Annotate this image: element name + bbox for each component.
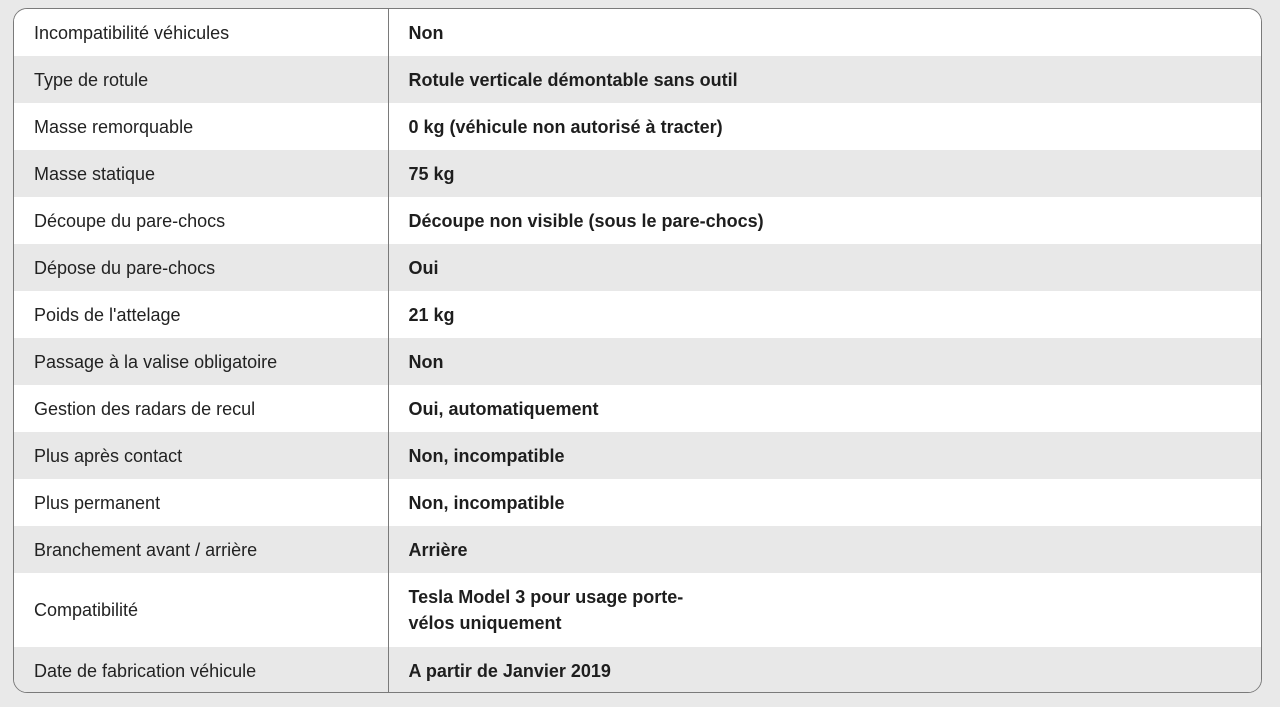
- row-value-text: Tesla Model 3 pour usage porte-vélos uniquement: [408, 587, 684, 633]
- row-value: Non, incompatible: [388, 432, 1261, 479]
- row-label: Poids de l'attelage: [14, 291, 388, 338]
- row-label: Plus après contact: [14, 432, 388, 479]
- table-row: [14, 103, 1261, 150]
- row-value: Arrière: [388, 526, 1261, 573]
- table-row: [14, 573, 1261, 647]
- row-value: Découpe non visible (sous le pare-chocs): [388, 197, 1261, 244]
- table-row: [14, 244, 1261, 291]
- specs-table: [14, 9, 1261, 693]
- table-row: [14, 197, 1261, 244]
- row-label: Type de rotule: [14, 56, 388, 103]
- row-label: Date de fabrication véhicule: [14, 647, 388, 693]
- row-label: Compatibilité: [14, 573, 388, 647]
- row-value: Non, incompatible: [388, 479, 1261, 526]
- table-row: [14, 291, 1261, 338]
- row-label: Masse statique: [14, 150, 388, 197]
- table-row: [14, 432, 1261, 479]
- row-label: Dépose du pare-chocs: [14, 244, 388, 291]
- row-label: Passage à la valise obligatoire: [14, 338, 388, 385]
- row-value: 0 kg (véhicule non autorisé à tracter): [388, 103, 1261, 150]
- table-row: [14, 385, 1261, 432]
- table-row: [14, 150, 1261, 197]
- table-row: [14, 647, 1261, 693]
- row-label: Découpe du pare-chocs: [14, 197, 388, 244]
- table-row: [14, 56, 1261, 103]
- table-row: [14, 9, 1261, 56]
- row-value: [388, 573, 1261, 647]
- table-row: [14, 338, 1261, 385]
- row-label: Masse remorquable: [14, 103, 388, 150]
- row-value: Non: [388, 9, 1261, 56]
- row-value: Rotule verticale démontable sans outil: [388, 56, 1261, 103]
- table-row: [14, 526, 1261, 573]
- row-value: Oui, automatiquement: [388, 385, 1261, 432]
- row-label: Incompatibilité véhicules: [14, 9, 388, 56]
- row-value: Non: [388, 338, 1261, 385]
- row-label: Plus permanent: [14, 479, 388, 526]
- row-value: 75 kg: [388, 150, 1261, 197]
- row-value: Oui: [388, 244, 1261, 291]
- specs-table-container: [13, 8, 1262, 693]
- row-label: Gestion des radars de recul: [14, 385, 388, 432]
- table-row: [14, 479, 1261, 526]
- row-label: Branchement avant / arrière: [14, 526, 388, 573]
- row-value: A partir de Janvier 2019: [388, 647, 1261, 693]
- row-value: 21 kg: [388, 291, 1261, 338]
